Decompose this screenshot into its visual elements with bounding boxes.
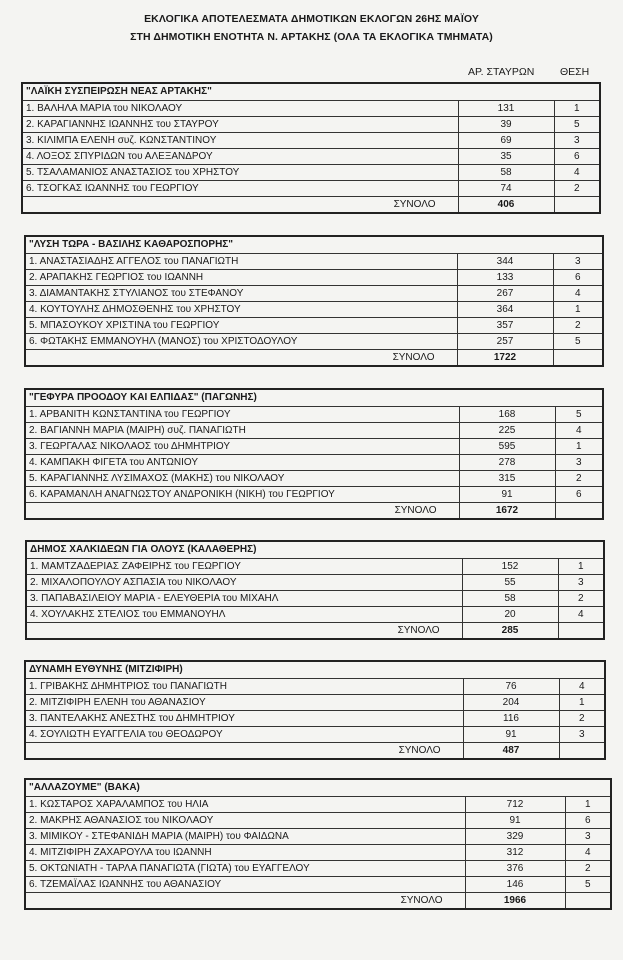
candidate-name: 2. ΚΑΡΑΓΙΑΝΝΗΣ ΙΩΑΝΝΗΣ του ΣΤΑΥΡΟΥ	[22, 117, 458, 133]
candidate-votes: 257	[457, 334, 553, 350]
candidate-row	[26, 575, 604, 591]
candidate-name: 6. ΤΖΕΜΑΪΛΑΣ ΙΩΑΝΝΗΣ του ΑΘΑΝΑΣΙΟΥ	[25, 877, 465, 893]
candidate-name: 2. ΜΙΧΑΛΟΠΟΥΛΟΥ ΑΣΠΑΣΙΑ του ΝΙΚΟΛΑΟΥ	[26, 575, 462, 591]
candidate-name: 4. ΣΟΥΛΙΩΤΗ ΕΥΑΓΓΕΛΙΑ του ΘΕΟΔΩΡΟΥ	[25, 727, 463, 743]
candidate-name: 1. ΑΡΒΑΝΙΤΗ ΚΩΝΣΤΑΝΤΙΝΑ του ΓΕΩΡΓΙΟΥ	[25, 407, 459, 423]
list-name: ΔΥΝΑΜΗ ΕΥΘΥΝΗΣ (ΜΙΤΖΙΦΙΡΗ)	[25, 661, 605, 679]
total-row	[25, 893, 611, 910]
candidate-row	[25, 302, 603, 318]
candidate-row	[25, 679, 605, 695]
candidate-rank: 4	[558, 607, 604, 623]
candidate-rank: 3	[558, 575, 604, 591]
candidate-rank: 6	[565, 813, 611, 829]
candidate-name: 3. ΚΙΛΙΜΠΑ ΕΛΕΝΗ συζ. ΚΩΝΣΤΑΝΤΙΝΟΥ	[22, 133, 458, 149]
candidate-votes: 39	[458, 117, 554, 133]
votes-column-header: ΑΡ. ΣΤΑΥΡΩΝ	[468, 66, 535, 78]
candidate-rank: 4	[555, 423, 603, 439]
total-row	[26, 623, 604, 640]
candidate-name: 1. ΒΑΛΗΛΑ ΜΑΡΙΑ του ΝΙΚΟΛΑΟΥ	[22, 101, 458, 117]
candidate-votes: 58	[458, 165, 554, 181]
list-name: "ΓΕΦΥΡΑ ΠΡΟΟΔΟΥ ΚΑΙ ΕΛΠΙΔΑΣ" (ΠΑΓΩΝΗΣ)	[25, 389, 603, 407]
candidate-votes: 131	[458, 101, 554, 117]
candidate-row	[25, 286, 603, 302]
candidate-votes: 168	[459, 407, 555, 423]
results-table-list-2	[24, 235, 604, 367]
candidate-rank: 6	[554, 149, 600, 165]
results-table-list-1	[21, 82, 601, 214]
candidate-name: 1. ΚΩΣΤΑΡΟΣ ΧΑΡΑΛΑΜΠΟΣ του ΗΛΙΑ	[25, 797, 465, 813]
candidate-row	[25, 407, 603, 423]
candidate-votes: 55	[462, 575, 558, 591]
candidate-rank: 5	[553, 334, 603, 350]
candidate-name: 1. ΓΡΙΒΑΚΗΣ ΔΗΜΗΤΡΙΟΣ του ΠΑΝΑΓΙΩΤΗ	[25, 679, 463, 695]
candidate-votes: 58	[462, 591, 558, 607]
candidate-votes: 357	[457, 318, 553, 334]
candidate-rank: 2	[559, 711, 605, 727]
candidate-row	[25, 487, 603, 503]
candidate-votes: 152	[462, 559, 558, 575]
total-votes: 1966	[465, 893, 565, 910]
candidate-row	[25, 423, 603, 439]
candidate-row	[25, 877, 611, 893]
candidate-rank: 2	[553, 318, 603, 334]
candidate-votes: 312	[465, 845, 565, 861]
candidate-rank: 1	[558, 559, 604, 575]
total-label: ΣΥΝΟΛΟ	[25, 743, 463, 760]
candidate-rank: 3	[554, 133, 600, 149]
candidate-rank: 4	[554, 165, 600, 181]
results-table-list-4	[25, 540, 605, 640]
candidate-rank: 1	[554, 101, 600, 117]
candidate-votes: 595	[459, 439, 555, 455]
candidate-votes: 376	[465, 861, 565, 877]
total-label: ΣΥΝΟΛΟ	[25, 503, 459, 520]
candidate-name: 5. ΜΠΑΣΟΥΚΟΥ ΧΡΙΣΤΙΝΑ του ΓΕΩΡΓΙΟΥ	[25, 318, 457, 334]
candidate-votes: 91	[459, 487, 555, 503]
candidate-name: 3. ΔΙΑΜΑΝΤΑΚΗΣ ΣΤΥΛΙΑΝΟΣ του ΣΤΕΦΑΝΟΥ	[25, 286, 457, 302]
candidate-rank: 3	[565, 829, 611, 845]
candidate-row	[25, 711, 605, 727]
candidate-rank: 2	[558, 591, 604, 607]
candidate-row	[25, 455, 603, 471]
candidate-row	[26, 607, 604, 623]
total-label: ΣΥΝΟΛΟ	[25, 350, 457, 367]
candidate-rank: 6	[553, 270, 603, 286]
candidate-name: 5. ΤΣΑΛΑΜΑΝΙΟΣ ΑΝΑΣΤΑΣΙΟΣ του ΧΡΗΣΤΟΥ	[22, 165, 458, 181]
candidate-rank: 1	[565, 797, 611, 813]
candidate-name: 3. ΜΙΜΙΚΟΥ - ΣΤΕΦΑΝΙΔΗ ΜΑΡΙΑ (ΜΑΙΡΗ) του ΦΑΙΔΩΝΑ	[25, 829, 465, 845]
candidate-name: 4. ΧΟΥΛΑΚΗΣ ΣΤΕΛΙΟΣ του ΕΜΜΑΝΟΥΗΛ	[26, 607, 462, 623]
candidate-rank: 3	[553, 254, 603, 270]
total-row	[25, 503, 603, 520]
candidate-votes: 344	[457, 254, 553, 270]
candidate-votes: 133	[457, 270, 553, 286]
candidate-votes: 329	[465, 829, 565, 845]
candidate-row	[22, 117, 600, 133]
candidate-votes: 116	[463, 711, 559, 727]
candidate-rank: 3	[559, 727, 605, 743]
total-row	[25, 743, 605, 760]
list-name: "ΛΑΪΚΗ ΣΥΣΠΕΙΡΩΣΗ ΝΕΑΣ ΑΡΤΑΚΗΣ"	[22, 83, 600, 101]
candidate-votes: 225	[459, 423, 555, 439]
candidate-row	[25, 727, 605, 743]
candidate-row	[25, 254, 603, 270]
total-label: ΣΥΝΟΛΟ	[22, 197, 458, 214]
candidate-name: 4. ΚΑΜΠΑΚΗ ΦΙΓΕΤΑ του ΑΝΤΩΝΙΟΥ	[25, 455, 459, 471]
total-row	[22, 197, 600, 214]
candidate-name: 1. ΜΑΜΤΖΑΔΕΡΙΑΣ ΖΑΦΕΙΡΗΣ του ΓΕΩΡΓΙΟΥ	[26, 559, 462, 575]
candidate-votes: 91	[465, 813, 565, 829]
candidate-rank: 6	[555, 487, 603, 503]
candidate-row	[25, 829, 611, 845]
candidate-name: 6. ΤΣΟΓΚΑΣ ΙΩΑΝΝΗΣ του ΓΕΩΡΓΙΟΥ	[22, 181, 458, 197]
candidate-row	[25, 845, 611, 861]
candidate-rank: 4	[553, 286, 603, 302]
list-name: ΔΗΜΟΣ ΧΑΛΚΙΔΕΩΝ ΓΙΑ ΟΛΟΥΣ (ΚΑΛΑΘΕΡΗΣ)	[26, 541, 604, 559]
candidate-name: 4. ΛΟΞΟΣ ΣΠΥΡΙΔΩΝ του ΑΛΕΞΑΝΔΡΟΥ	[22, 149, 458, 165]
candidate-row	[25, 813, 611, 829]
candidate-name: 5. ΟΚΤΩΝΙΑΤΗ - ΤΑΡΛΑ ΠΑΝΑΓΙΩΤΑ (ΓΙΩΤΑ) του ΕΥΑΓΓΕΛΟΥ	[25, 861, 465, 877]
candidate-votes: 76	[463, 679, 559, 695]
candidate-row	[26, 559, 604, 575]
total-label: ΣΥΝΟΛΟ	[26, 623, 462, 640]
candidate-votes: 278	[459, 455, 555, 471]
candidate-row	[22, 181, 600, 197]
candidate-rank: 2	[554, 181, 600, 197]
total-votes: 487	[463, 743, 559, 760]
total-votes: 1722	[457, 350, 553, 367]
candidate-votes: 204	[463, 695, 559, 711]
candidate-rank: 1	[559, 695, 605, 711]
candidate-name: 2. ΜΙΤΖΙΦΙΡΗ ΕΛΕΝΗ του ΑΘΑΝΑΣΙΟΥ	[25, 695, 463, 711]
candidate-votes: 91	[463, 727, 559, 743]
candidate-name: 3. ΠΑΝΤΕΛΑΚΗΣ ΑΝΕΣΤΗΣ του ΔΗΜΗΤΡΙΟΥ	[25, 711, 463, 727]
candidate-row	[26, 591, 604, 607]
candidate-rank: 5	[565, 877, 611, 893]
rank-column-header: ΘΕΣΗ	[560, 66, 590, 78]
candidate-row	[25, 318, 603, 334]
candidate-name: 6. ΚΑΡΑΜΑΝΛΗ ΑΝΑΓΝΩΣΤΟΥ ΑΝΔΡΟΝΙΚΗ (ΝΙΚΗ) του ΓΕΩΡΓΙΟΥ	[25, 487, 459, 503]
candidate-name: 4. ΜΙΤΖΙΦΙΡΗ ΖΑΧΑΡΟΥΛΑ του ΙΩΑΝΝΗ	[25, 845, 465, 861]
list-name: "ΑΛΛΑΖΟΥΜΕ" (ΒΑΚΑ)	[25, 779, 611, 797]
candidate-name: 6. ΦΩΤΑΚΗΣ ΕΜΜΑΝΟΥΗΛ (ΜΑΝΟΣ) του ΧΡΙΣΤΟΔΟΥΛΟΥ	[25, 334, 457, 350]
total-label: ΣΥΝΟΛΟ	[25, 893, 465, 910]
candidate-votes: 20	[462, 607, 558, 623]
candidate-row	[25, 695, 605, 711]
candidate-row	[25, 797, 611, 813]
results-table-list-3	[24, 388, 604, 520]
candidate-row	[25, 334, 603, 350]
candidate-row	[25, 861, 611, 877]
results-table-list-6	[24, 778, 612, 910]
candidate-name: 1. ΑΝΑΣΤΑΣΙΑΔΗΣ ΑΓΓΕΛΟΣ του ΠΑΝΑΓΙΩΤΗ	[25, 254, 457, 270]
list-name: "ΛΥΣΗ ΤΩΡΑ - ΒΑΣΙΛΗΣ ΚΑΘΑΡΟΣΠΟΡΗΣ"	[25, 236, 603, 254]
candidate-rank: 2	[565, 861, 611, 877]
candidate-votes: 146	[465, 877, 565, 893]
candidate-votes: 69	[458, 133, 554, 149]
total-votes: 285	[462, 623, 558, 640]
candidate-row	[22, 133, 600, 149]
candidate-row	[22, 101, 600, 117]
candidate-name: 3. ΠΑΠΑΒΑΣΙΛΕΙΟΥ ΜΑΡΙΑ - ΕΛΕΥΘΕΡΙΑ του ΜΙΧΑΗΛ	[26, 591, 462, 607]
candidate-name: 4. ΚΟΥΤΟΥΛΗΣ ΔΗΜΟΣΘΕΝΗΣ του ΧΡΗΣΤΟΥ	[25, 302, 457, 318]
candidate-votes: 364	[457, 302, 553, 318]
candidate-row	[22, 165, 600, 181]
candidate-name: 2. ΑΡΑΠΑΚΗΣ ΓΕΩΡΓΙΟΣ του ΙΩΑΝΝΗ	[25, 270, 457, 286]
candidate-rank: 3	[555, 455, 603, 471]
candidate-row	[25, 439, 603, 455]
candidate-rank: 1	[553, 302, 603, 318]
candidate-rank: 4	[565, 845, 611, 861]
candidate-votes: 315	[459, 471, 555, 487]
candidate-name: 2. ΜΑΚΡΗΣ ΑΘΑΝΑΣΙΟΣ του ΝΙΚΟΛΑΟΥ	[25, 813, 465, 829]
candidate-rank: 4	[559, 679, 605, 695]
candidate-row	[22, 149, 600, 165]
candidate-votes: 712	[465, 797, 565, 813]
candidate-row	[25, 471, 603, 487]
results-table-list-5	[24, 660, 606, 760]
candidate-rank: 1	[555, 439, 603, 455]
candidate-votes: 74	[458, 181, 554, 197]
candidate-rank: 5	[555, 407, 603, 423]
candidate-rank: 5	[554, 117, 600, 133]
total-votes: 406	[458, 197, 554, 214]
candidate-name: 3. ΓΕΩΡΓΑΛΑΣ ΝΙΚΟΛΑΟΣ του ΔΗΜΗΤΡΙΟΥ	[25, 439, 459, 455]
document-subtitle: ΣΤΗ ΔΗΜΟΤΙΚΗ ΕΝΟΤΗΤΑ Ν. ΑΡΤΑΚΗΣ (ΟΛΑ ΤΑ ΕΚΛΟΓΙΚΑ ΤΜΗΜΑΤΑ)	[130, 31, 493, 43]
candidate-rank: 2	[555, 471, 603, 487]
total-votes: 1672	[459, 503, 555, 520]
document-title: ΕΚΛΟΓΙΚΑ ΑΠΟΤΕΛΕΣΜΑΤΑ ΔΗΜΟΤΙΚΩΝ ΕΚΛΟΓΩΝ 26ΗΣ ΜΑΪΟΥ	[144, 13, 479, 25]
candidate-name: 2. ΒΑΓΙΑΝΝΗ ΜΑΡΙΑ (ΜΑΙΡΗ) συζ. ΠΑΝΑΓΙΩΤΗ	[25, 423, 459, 439]
candidate-votes: 267	[457, 286, 553, 302]
total-row	[25, 350, 603, 367]
candidate-votes: 35	[458, 149, 554, 165]
candidate-row	[25, 270, 603, 286]
candidate-name: 5. ΚΑΡΑΓΙΑΝΝΗΣ ΛΥΣΙΜΑΧΟΣ (ΜΑΚΗΣ) του ΝΙΚΟΛΑΟΥ	[25, 471, 459, 487]
